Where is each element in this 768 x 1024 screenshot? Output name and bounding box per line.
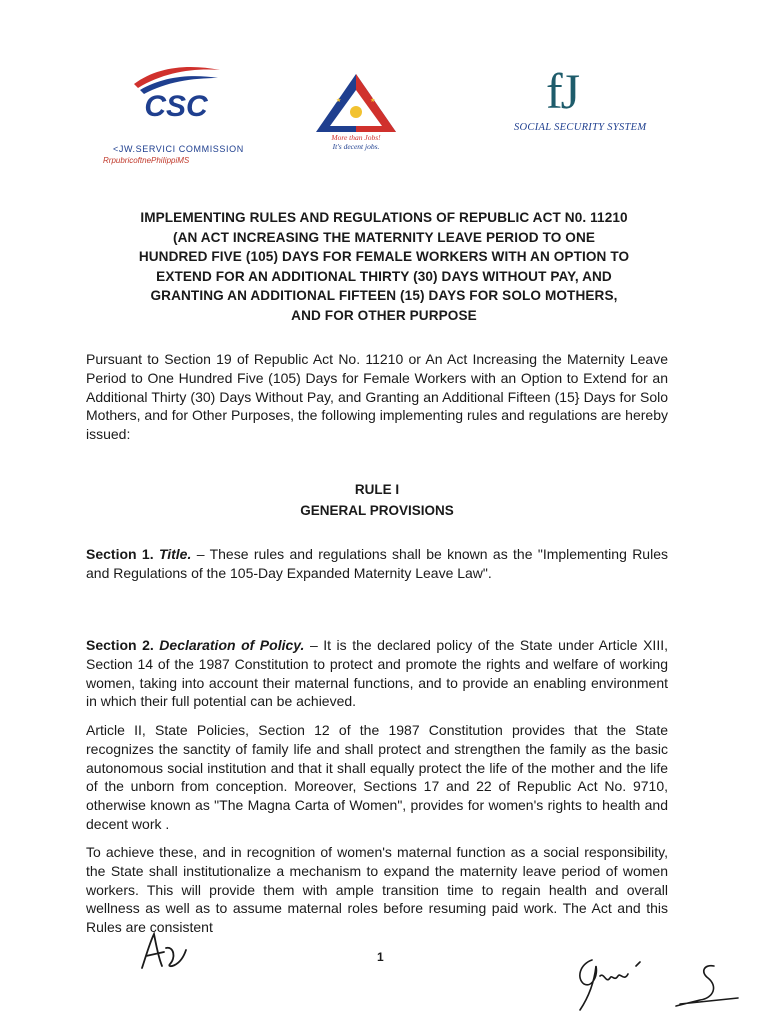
section-1-text: – These rules and regulations shall be known as the "Implementing Rules and Regulations of the 105-Day Expanded Maternity Leave Law". — [86, 546, 668, 581]
section-2-label: Section 2. — [86, 637, 154, 653]
intro-paragraph: Pursuant to Section 19 of Republic Act No. 11210 or An Act Increasing the Maternity Leave Period to One Hundred Five (105) Days for Female Workers with an Option to Extend for an Additional Thirty (30) Days Without Pay, and Granting an Additional Fifteen (15} Days for Solo Mothers, and for Other Purposes, the following implementing rules and regulations are hereby issued: — [86, 351, 668, 443]
dole-tagline-1: More than Jobs! — [331, 133, 381, 142]
dole-tagline-2: It's decent jobs. — [332, 142, 380, 151]
csc-logo-text: CSC — [144, 90, 208, 123]
section-1-label: Section 1. — [86, 546, 154, 562]
svg-text:★: ★ — [336, 98, 342, 104]
achieve-paragraph: To achieve these, and in recognition of women's maternal function as a social responsibility, the State shall institutionalize a mechanism to expand the maternity leave period of women workers. This will provide them with ample transition time to regain health and overall wellness as well as to assume maternal roles before resuming paid work. The Act and this Rules are consistent — [86, 844, 668, 936]
signature-initials-left — [136, 928, 194, 974]
svg-text:★: ★ — [370, 98, 376, 104]
document-title — [80, 208, 688, 326]
title-line: GRANTING AN ADDITIONAL FIFTEEN (15) DAYS FOR SOLO MOTHERS, — [150, 288, 618, 304]
section-2-text: – It is the declared policy of the State under Article XIII, Section 14 of the 1987 Constitution to protect and promote the rights and welfare of working women, taking into account their maternal functions, and to provide an enabling environment in which their full potential can be achieved. — [86, 637, 668, 710]
rule-heading — [86, 479, 668, 521]
title-line: (AN ACT INCREASING THE MATERNITY LEAVE PERIOD TO ONE — [172, 229, 596, 245]
sun-icon — [350, 106, 362, 118]
section-1-title: Title. — [158, 546, 192, 562]
sss-caption: SOCIAL SECURITY SYSTEM — [514, 122, 647, 133]
title-line: HUNDRED FIVE (105) DAYS FOR FEMALE WORKERS WITH AN OPTION TO — [138, 249, 630, 265]
section-2-title: Declaration of Policy. — [159, 637, 305, 653]
title-line: EXTEND FOR AN ADDITIONAL THIRTY (30) DAYS WITHOUT PAY, AND — [156, 268, 612, 284]
csc-logo — [128, 62, 224, 124]
csc-caption: <JW.SERVICI COMMISSION — [113, 144, 244, 154]
sss-logo-mark: fJ — [546, 63, 579, 119]
title-line: IMPLEMENTING RULES AND REGULATIONS OF REPUBLIC ACT N0. 11210 — [140, 210, 628, 225]
title-line: AND FOR OTHER PURPOSE — [291, 307, 477, 323]
rule-number: RULE I — [354, 482, 400, 497]
dole-logo — [312, 70, 400, 152]
article-2-paragraph: Article II, State Policies, Section 12 of the 1987 Constitution provides that the State recognizes the sanctity of family life and shall protect and strengthen the family as the basic autonomous social institution and that it shall equally protect the life of the mother and the life of the unborn from conception. Moreover, Sections 17 and 22 of Republic Act No. 9710, otherwise known as "The Magna Carta of Women", provides for women's rights to health and decent work . — [86, 722, 668, 832]
signature-right — [670, 960, 742, 1010]
section-1 — [86, 545, 668, 583]
section-2 — [86, 636, 668, 711]
signature-middle — [570, 954, 652, 1012]
rule-name: GENERAL PROVISIONS — [300, 503, 454, 518]
page-number: 1 — [377, 950, 384, 964]
csc-subcaption: RrpubricoftnePhiIippiMS — [103, 156, 190, 165]
